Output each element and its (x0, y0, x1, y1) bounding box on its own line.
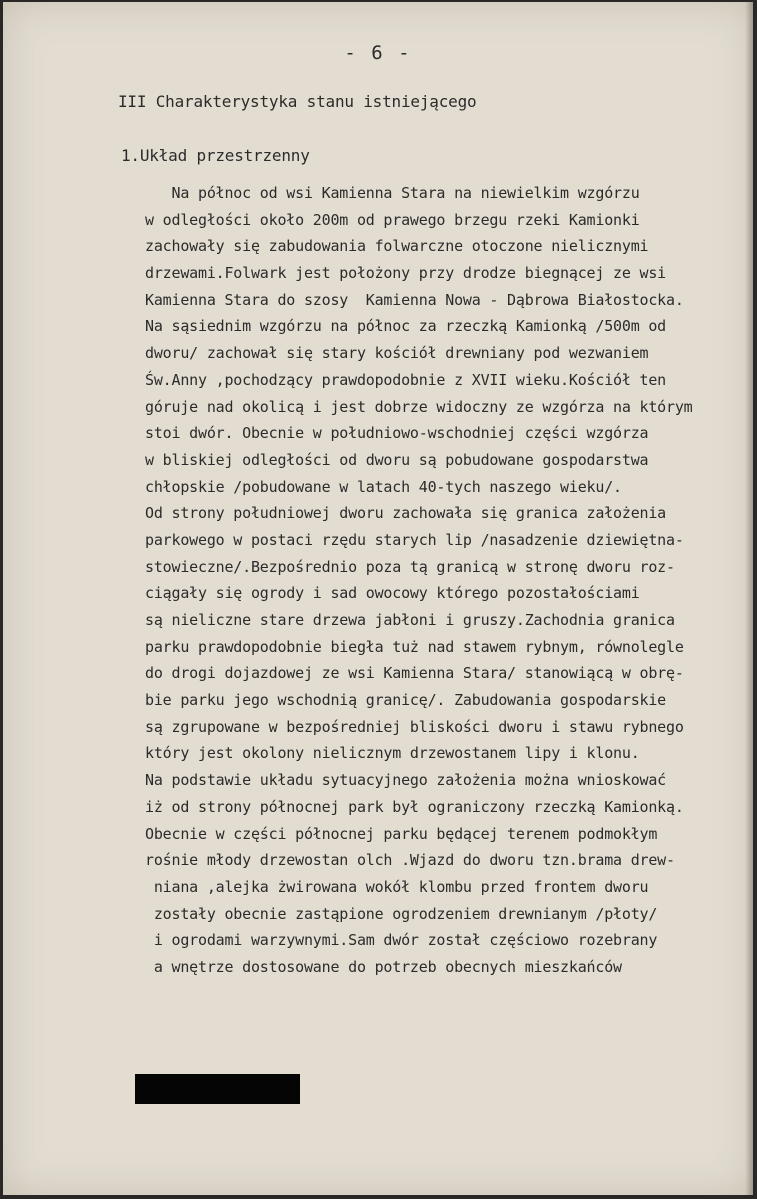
body-text (145, 180, 757, 981)
text-line: w odległości około 200m od prawego brzegu rzeki Kamionki (145, 210, 640, 229)
text-line: Na sąsiednim wzgórzu na północ za rzeczką Kamionką /500m od (145, 317, 667, 336)
page-edge-shadow (745, 2, 753, 1195)
text-line: dworu/ zachował się stary kościół drewniany pod wezwaniem (145, 344, 649, 363)
text-line: drzewami.Folwark jest położony przy drodze biegnącej ze wsi (145, 264, 667, 283)
page-number: - 6 - (344, 42, 412, 64)
text-line: niana ,alejka żwirowana wokół klombu przed frontem dworu (145, 877, 649, 896)
typed-content (3, 2, 753, 1195)
text-line: parku prawdopodobnie biegła tuż nad stawem rybnym, równolegle (145, 637, 684, 656)
text-line: Na północ od wsi Kamienna Stara na niewielkim wzgórzu (145, 184, 640, 202)
text-line: bie parku jego wschodnią granicę/. Zabudowania gospodarskie (145, 691, 667, 710)
text-line: Na podstawie układu sytuacyjnego założenia można wnioskować (145, 771, 667, 790)
text-line: zostały obecnie zastąpione ogrodzeniem drewnianym /płoty/ (145, 904, 658, 923)
text-line: stoi dwór. Obecnie w południowo-wschodniej części wzgórza (145, 424, 649, 443)
text-line: a wnętrze dostosowane do potrzeb obecnych mieszkańców (145, 957, 622, 976)
text-line: góruje nad okolicą i jest dobrze widoczny ze wzgórza na którym (145, 397, 693, 416)
text-line: parkowego w postaci rzędu starych lip /nasadzenie dziewiętna- (145, 530, 684, 549)
text-line: stowieczne/.Bezpośrednio poza tą granicą w stronę dworu roz- (145, 557, 675, 576)
text-line: Od strony południowej dworu zachowała się granica założenia (145, 504, 667, 523)
text-line: zachowały się zabudowania folwarczne otoczone nielicznymi (145, 237, 649, 256)
text-line: Obecnie w części północnej parku będącej terenem podmokłym (145, 824, 658, 843)
text-line: który jest okolony nielicznym drzewostanem lipy i klonu. (145, 744, 640, 763)
text-line: w bliskiej odległości od dworu są pobudowane gospodarstwa (145, 450, 649, 469)
subsection-heading: 1.Układ przestrzenny (121, 146, 310, 165)
text-line: rośnie młody drzewostan olch .Wjazd do dworu tzn.brama drew- (145, 851, 675, 870)
text-line: chłopskie /pobudowane w latach 40-tych naszego wieku/. (145, 477, 622, 496)
document-page (3, 2, 753, 1195)
text-line: Kamienna Stara do szosy Kamienna Nowa - Dąbrowa Białostocka. (145, 290, 684, 309)
text-line: iż od strony północnej park był ograniczony rzeczką Kamionką. (145, 797, 684, 816)
text-line: są nieliczne stare drzewa jabłoni i gruszy.Zachodnia granica (145, 611, 675, 629)
text-line: są zgrupowane w bezpośredniej bliskości dworu i stawu rybnego (145, 717, 684, 736)
text-line: Św.Anny ,pochodzący prawdopodobnie z XVII wieku.Kościół ten (145, 370, 667, 389)
text-line: i ogrodami warzywnymi.Sam dwór został częściowo rozebrany (145, 931, 658, 950)
redaction-bar (135, 1074, 300, 1104)
text-line: do drogi dojazdowej ze wsi Kamienna Stara/ stanowiącą w obrę- (145, 664, 684, 683)
text-line: ciągały się ogrody i sad owocowy którego pozostałościami (145, 584, 640, 603)
section-heading: III Charakterystyka stanu istniejącego (118, 92, 477, 111)
